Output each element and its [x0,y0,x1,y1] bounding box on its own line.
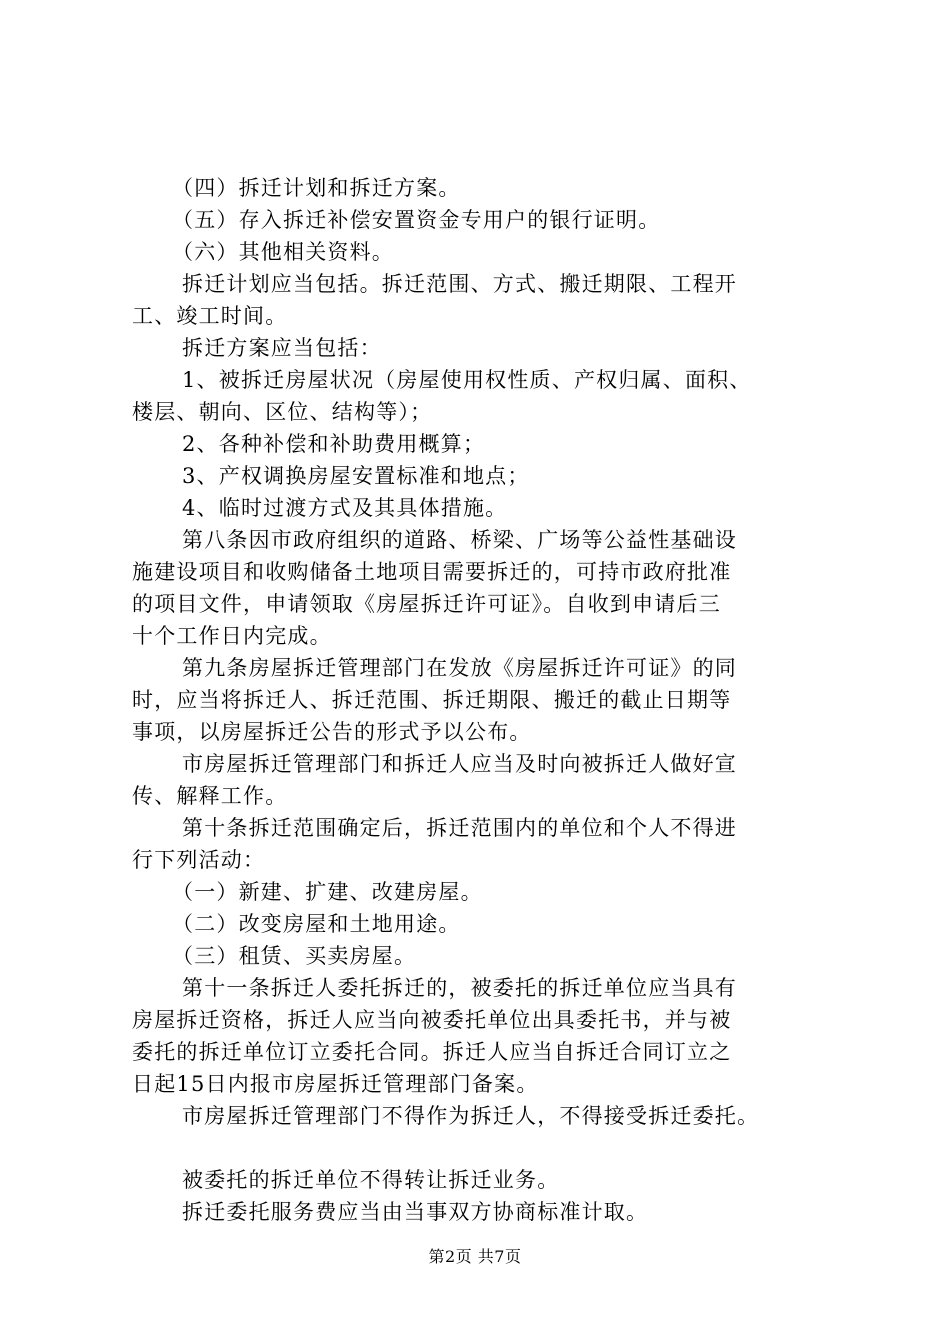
text-line: （四）拆迁计划和拆迁方案。 [172,176,461,200]
text-line: 时，应当将拆迁人、拆迁范围、拆迁期限、搬迁的截止日期等 [132,688,732,712]
text-line: 4、临时过渡方式及其具体措施。 [182,496,508,520]
text-line: 第九条房屋拆迁管理部门在发放《房屋拆迁许可证》的同 [182,656,737,680]
text-line: 拆迁方案应当包括： [182,336,382,360]
text-line: （一）新建、扩建、改建房屋。 [172,880,483,904]
text-line: 第十一条拆迁人委托拆迁的，被委托的拆迁单位应当具有 [182,976,737,1000]
text-line: 日起15日内报市房屋拆迁管理部门备案。 [132,1072,539,1096]
text-line: 工、竣工时间。 [132,304,288,328]
text-line: 第十条拆迁范围确定后，拆迁范围内的单位和个人不得进 [182,816,737,840]
text-line: 市房屋拆迁管理部门不得作为拆迁人，不得接受拆迁委托。 [182,1104,760,1128]
text-line: 1、被拆迁房屋状况（房屋使用权性质、产权归属、面积、 [182,368,752,392]
text-line: （二）改变房屋和土地用途。 [172,912,461,936]
text-line: 楼层、朝向、区位、结构等）； [132,400,433,424]
text-line: （六）其他相关资料。 [172,240,394,264]
page-footer [0,1244,950,1267]
text-line: 拆迁计划应当包括。拆迁范围、方式、搬迁期限、工程开 [182,272,737,296]
text-line: （三）租赁、买卖房屋。 [172,944,417,968]
text-line: 被委托的拆迁单位不得转让拆迁业务。 [182,1168,560,1192]
blank-line [132,1132,852,1164]
text-line: 房屋拆迁资格，拆迁人应当向被委托单位出具委托书，并与被 [132,1008,732,1032]
text-line: 第八条因市政府组织的道路、桥梁、广场等公益性基础设 [182,528,737,552]
document-body [132,172,852,1228]
text-line: 市房屋拆迁管理部门和拆迁人应当及时向被拆迁人做好宣 [182,752,737,776]
text-line: （五）存入拆迁补偿安置资金专用户的银行证明。 [172,208,661,232]
text-line: 拆迁委托服务费应当由当事双方协商标准计取。 [182,1200,649,1224]
text-line: 传、解释工作。 [132,784,288,808]
text-line: 的项目文件，申请领取《房屋拆迁许可证》。自收到申请后三 [132,592,721,616]
text-line: 行下列活动： [132,848,266,872]
text-line: 事项，以房屋拆迁公告的形式予以公布。 [132,720,532,744]
text-line: 2、各种补偿和补助费用概算； [182,432,486,456]
text-line: 3、产权调换房屋安置标准和地点； [182,464,530,488]
page-number-label: 第2页 共7页 [428,1247,522,1266]
text-line: 施建设项目和收购储备土地项目需要拆迁的，可持市政府批准 [132,560,732,584]
text-line: 委托的拆迁单位订立委托合同。拆迁人应当自拆迁合同订立之 [132,1040,732,1064]
text-line: 十个工作日内完成。 [132,624,332,648]
